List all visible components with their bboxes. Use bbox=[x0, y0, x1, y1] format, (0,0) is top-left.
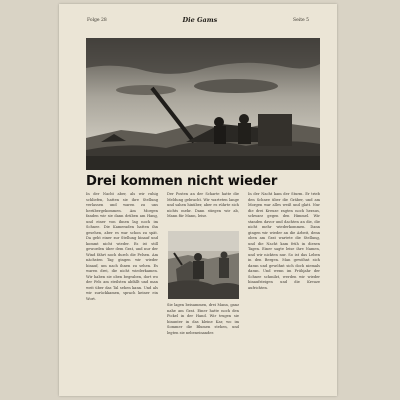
article-text: In der Nacht aber, als wir ruhig schliefen, hatten sie ihre Stellung verlassen und waren zu uns herübergekommen. Am Morgen fanden wir sie dann drüben am Hang, und einer von ihnen lag noch im Schnee. Die Kameraden hatten ihn gesehen, aber es war schon zu spät. Da geht einer zur Stellung hinauf und kommt nicht wieder. Es ist still geworden über dem Grat, und nur der Wind fährt noch durch die Felsen. Am nächsten Tag gingen wir wieder hinauf, um nach ihnen zu sehen. Es waren drei, die nicht wiederkamen. Wir haben sie oben begraben, dort wo der Fels am steilsten abfällt und man weit über das Tal sehen kann. Und als wir zurückkamen, sprach keiner ein Wort. bbox=[86, 192, 158, 301]
page-header bbox=[87, 15, 309, 25]
magazine-page bbox=[59, 4, 337, 396]
article-text: Der Posten an der Scharte hatte die Meldung gebracht. Wir warteten lange und sahen hinüber, aber es rührte sich nichts mehr. Dann stiegen wir ab, Mann für Mann, leise. bbox=[167, 192, 239, 218]
text-column-3 bbox=[248, 192, 320, 388]
issue-number: Folge 28 bbox=[87, 17, 107, 23]
text-column-1 bbox=[86, 192, 158, 388]
article-headline: Drei kommen nicht wieder bbox=[86, 174, 278, 189]
main-photo bbox=[86, 38, 320, 170]
soldiers-photo bbox=[168, 231, 239, 299]
masthead: Die Gams bbox=[182, 16, 218, 24]
article-text: In der Nacht kam der Sturm. Er trieb den Schnee über die Gräber, und am Morgen war alles weiß und glatt. Nur die drei Kreuze ragten noch heraus, schwarz gegen den Himmel. Wir standen davor und dachten an die, die nicht mehr wiederkommen. Dann gingen wir wieder an die Arbeit, denn oben am Grat wartete die Stellung, und die Nacht kam früh in diesen Tagen. Einer sagte leise ihre Namen, und wir nickten nur. So ist das Leben in den Bergen. Man gewöhnt sich daran und gewöhnt sich doch niemals daran. Und wenn im Frühjahr der Schnee schmilzt, werden wir wieder hinaufsteigen und die Kreuze aufrichten. bbox=[248, 192, 320, 290]
article-text: Sie lagen beisammen, drei Mann, ganz nahe am Grat. Einer hatte noch den Pickel in der Hand. Wir trugen sie hinunter in das kleine Kar, wo im Sommer die Blumen stehen, und legten sie nebeneinander. bbox=[167, 303, 239, 335]
mountain-gun-photo bbox=[86, 38, 320, 170]
text-column-2-top bbox=[167, 192, 239, 230]
text-column-2-bottom bbox=[167, 303, 239, 388]
inline-photo bbox=[168, 231, 239, 299]
page-number: Seite 5 bbox=[293, 17, 309, 23]
